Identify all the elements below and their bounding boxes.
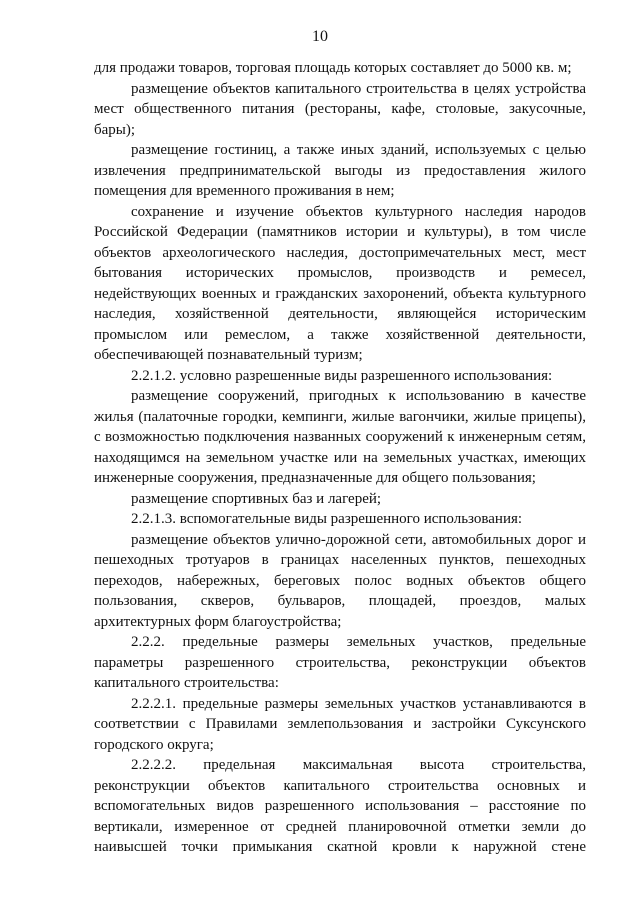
paragraph-auxiliary-uses-heading: 2.2.1.3. вспомогательные виды разрешенного использования:: [131, 511, 523, 527]
paragraph-cultural-heritage: сохранение и изучение объектов культурного наследия народов Российской Федерации (памятников истории и культуры), в том числе объектов археологического наследия, достопримечательных мест, мест бытования исторических промыслов, производств и ремесел, недействующих военных и гражданских захоронений, объекта культурного наследия, хозяйственной деятельности, являющейся историческим промыслом или ремеслом, а также хозяйственной деятельности, обеспечивающей познавательный туризм;: [94, 203, 586, 363]
paragraph-limit-parameters-heading: 2.2.2. предельные размеры земельных участков, предельные параметры разрешенного строительства, реконструкции объектов капитального строительства:: [94, 634, 586, 691]
paragraph-hotels: размещение гостиниц, а также иных зданий, используемых с целью извлечения предпринимательской выгоды из предоставления жилого помещения для временного проживания в нем;: [94, 142, 586, 199]
paragraph-public-catering: размещение объектов капитального строительства в целях устройства мест общественного питания (рестораны, кафе, столовые, закусочные, бары);: [94, 80, 586, 138]
paragraph-sports-bases: размещение спортивных баз и лагерей;: [131, 490, 382, 507]
document-body: [94, 58, 586, 858]
paragraph-trade-area: для продажи товаров, торговая площадь которых составляет до 5000 кв. м;: [94, 60, 572, 76]
paragraph-land-plot-sizes: 2.2.2.1. предельные размеры земельных участков устанавливаются в соответствии с Правилами землепользования и застройки Суксунского городского округа;: [94, 695, 586, 753]
paragraph-max-height: 2.2.2.2. предельная максимальная высота строительства, реконструкции объектов капитального строительства основных и вспомогательных видов разрешенного использования – расстояние по вертикали, измеренное от средней планировочной отметки земли до наивысшей точки примыкания скатной кровли к наружной стене: [94, 757, 586, 855]
paragraph-conditional-uses-heading: 2.2.1.2. условно разрешенные виды разрешенного использования:: [131, 367, 553, 384]
paragraph-camping-structures: размещение сооружений, пригодных к использованию в качестве жилья (палаточные городки, кемпинги, жилые вагончики, жилые прицепы), с возможностью подключения названных сооружений к инженерным сетям, находящимся на земельном участке или на земельных участках, имеющих инженерные сооружения, предназначенные для общего пользования;: [94, 388, 586, 486]
page-number: 10: [312, 28, 328, 45]
paragraph-street-network: размещение объектов улично-дорожной сети, автомобильных дорог и пешеходных тротуаров в границах населенных пунктов, пешеходных переходов, набережных, береговых полос водных объектов общего пользования, скверов, бульваров, площадей, проездов, малых архитектурных форм благоустройства;: [94, 531, 586, 630]
